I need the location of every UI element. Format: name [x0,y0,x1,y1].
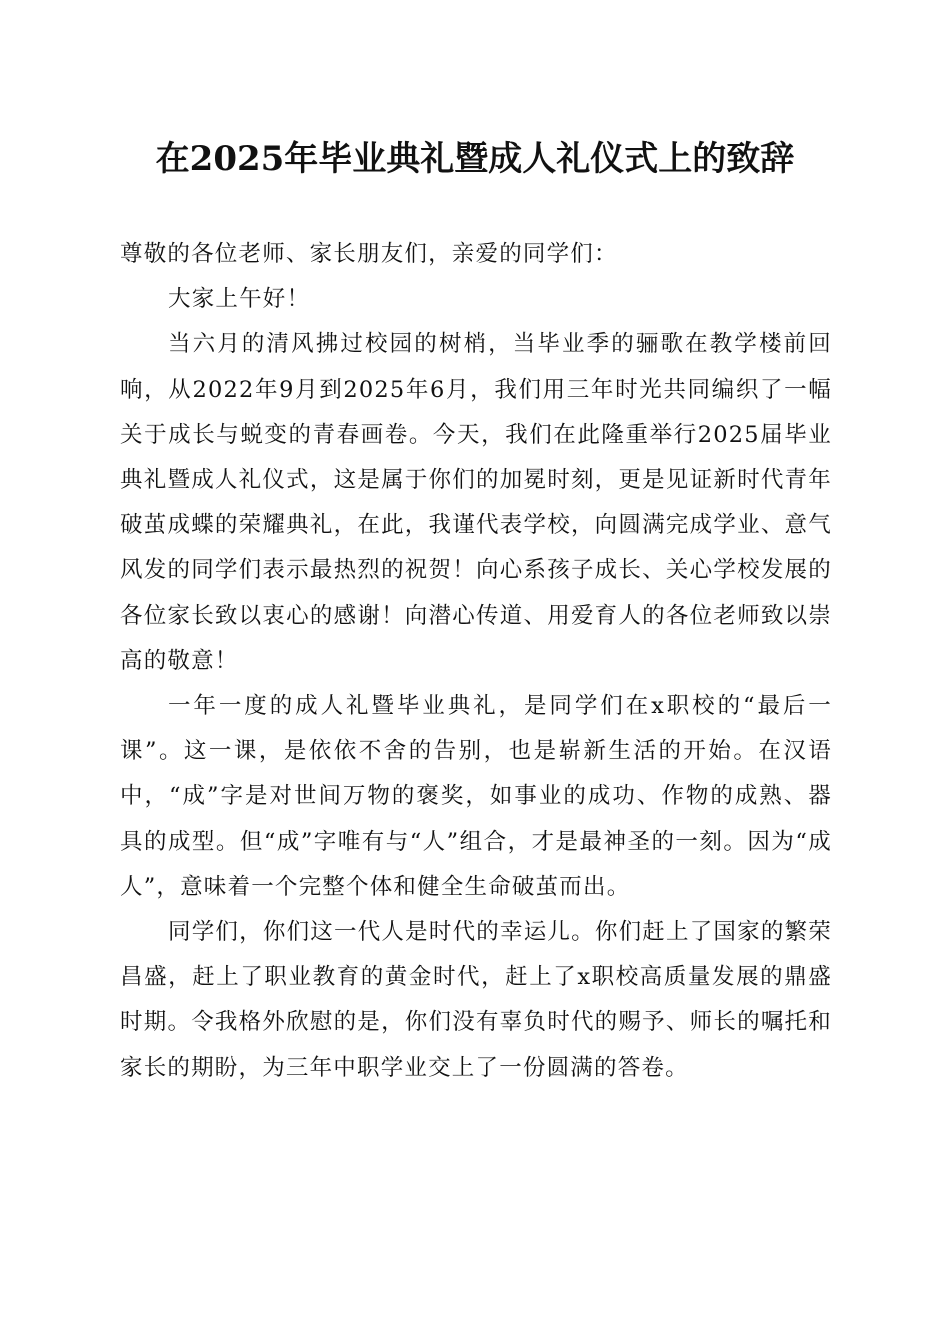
paragraph-1: 当六月的清风拂过校园的树梢，当毕业季的骊歌在教学楼前回响，从2022年9月到2025年6月，我们用三年时光共同编织了一幅关于成长与蜕变的青春画卷。今天，我们在此隆重举行2025届毕业典礼暨成人礼仪式，这是属于你们的加冕时刻，更是见证新时代青年破茧成蝶的荣耀典礼，在此，我谨代表学校，向圆满完成学业、意气风发的同学们表示最热烈的祝贺！向心系孩子成长、关心学校发展的各位家长致以衷心的感谢！向潜心传道、用爱育人的各位老师致以崇高的敬意！ [120,331,832,674]
greeting: 大家上午好！ [168,286,311,313]
document-title: 在2025年毕业典礼暨成人礼仪式上的致辞 [155,139,795,179]
paragraph-2: 一年一度的成人礼暨毕业典礼，是同学们在x职校的“最后一课”。这一课，是依依不舍的告别，也是崭新生活的开始。在汉语中，“成”字是对世间万物的褒奖，如事业的成功、作物的成熟、器具的成型。但“成”字唯有与“人”组合，才是最神圣的一刻。因为“成人”，意味着一个完整个体和健全生命破茧而出。 [120,693,832,900]
document-body [120,232,832,1091]
paragraph-3: 同学们，你们这一代人是时代的幸运儿。你们赶上了国家的繁荣昌盛，赶上了职业教育的黄金时代，赶上了x职校高质量发展的鼎盛时期。令我格外欣慰的是，你们没有辜负时代的赐予、师长的嘱托和家长的期盼，为三年中职学业交上了一份圆满的答卷。 [120,919,832,1081]
salutation: 尊敬的各位老师、家长朋友们，亲爱的同学们： [120,241,618,267]
